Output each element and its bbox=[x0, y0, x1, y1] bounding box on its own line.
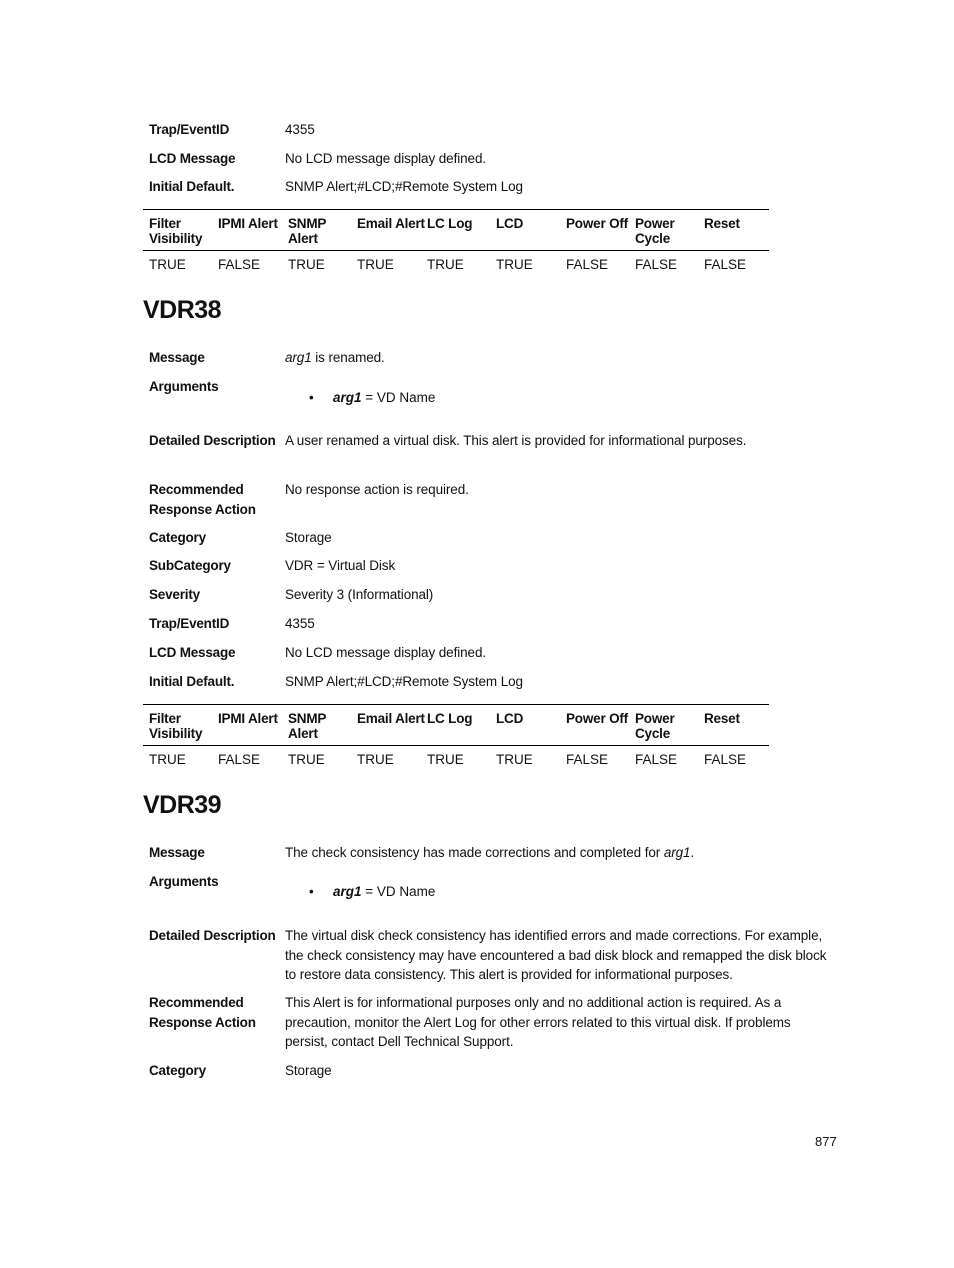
field-value: The virtual disk check consistency has identified errors and made corrections. For example, the check consistency may have encountered a bad disk block and remapped the disk block to restore data consistency. This alert is provided for informational purposes. bbox=[285, 928, 827, 982]
bullet-icon: • bbox=[309, 390, 314, 405]
field-label: SubCategory bbox=[149, 558, 231, 573]
table-cell: FALSE bbox=[635, 257, 678, 272]
field-label: Message bbox=[149, 350, 205, 365]
table-cell: TRUE bbox=[149, 257, 186, 272]
table-header-cell: SNMP Alert bbox=[288, 216, 326, 246]
table-cell: FALSE bbox=[635, 752, 678, 767]
argument-desc: = VD Name bbox=[361, 390, 436, 405]
table-row bbox=[143, 257, 769, 277]
table-header-cell: LC Log bbox=[427, 216, 473, 231]
table-header-cell: Email Alert bbox=[357, 216, 425, 231]
table-cell: TRUE bbox=[427, 752, 464, 767]
page-number: 877 bbox=[815, 1134, 837, 1149]
field-value: Storage bbox=[285, 1063, 332, 1078]
bullet-icon: • bbox=[309, 884, 314, 899]
table-cell: TRUE bbox=[357, 752, 394, 767]
table-cell: FALSE bbox=[566, 752, 609, 767]
table-header-cell: LCD bbox=[496, 711, 524, 726]
table-cell: TRUE bbox=[496, 752, 533, 767]
field-label: Trap/EventID bbox=[149, 616, 230, 631]
table-header-cell: IPMI Alert bbox=[218, 216, 278, 231]
field-label: Category bbox=[149, 1063, 206, 1078]
field-value: A user renamed a virtual disk. This alert is provided for informational purposes. bbox=[285, 433, 747, 448]
table-header-cell: SNMP Alert bbox=[288, 711, 326, 741]
table-cell: FALSE bbox=[566, 257, 609, 272]
field-label: Arguments bbox=[149, 379, 219, 394]
field-label: Recommended Response Action bbox=[149, 995, 256, 1030]
field-value: 4355 bbox=[285, 616, 315, 631]
message-text: The check consistency has made corrections and completed for bbox=[285, 845, 664, 860]
table-header-cell: Power Cycle bbox=[635, 216, 675, 246]
table-header-cell: Reset bbox=[704, 216, 740, 231]
table-cell: TRUE bbox=[357, 257, 394, 272]
field-value: No LCD message display defined. bbox=[285, 151, 487, 166]
table-header-row bbox=[143, 704, 769, 746]
table-header-cell: Reset bbox=[704, 711, 740, 726]
field-label: Message bbox=[149, 845, 205, 860]
argument-name: arg1 bbox=[285, 350, 312, 365]
field-value: Storage bbox=[285, 530, 332, 545]
table-header-cell: Filter Visibility bbox=[149, 711, 203, 741]
field-label: Detailed Description bbox=[149, 433, 276, 448]
table-header-cell: Filter Visibility bbox=[149, 216, 203, 246]
message-text: is renamed. bbox=[311, 350, 385, 365]
table-cell: TRUE bbox=[288, 752, 325, 767]
field-label: Initial Default. bbox=[149, 674, 235, 689]
table-cell: TRUE bbox=[288, 257, 325, 272]
table-header-cell: Power Cycle bbox=[635, 711, 675, 741]
argument-name: arg1 bbox=[333, 884, 362, 899]
field-label: Arguments bbox=[149, 874, 219, 889]
field-label: Detailed Description bbox=[149, 928, 276, 943]
table-header-cell: Power Off bbox=[566, 216, 628, 231]
field-label: Recommended Response Action bbox=[149, 482, 256, 517]
table-cell: TRUE bbox=[496, 257, 533, 272]
argument-desc: = VD Name bbox=[361, 884, 436, 899]
table-cell: FALSE bbox=[218, 257, 261, 272]
field-value bbox=[285, 843, 835, 863]
table-row bbox=[143, 752, 769, 772]
field-label: LCD Message bbox=[149, 645, 236, 660]
field-value: VDR = Virtual Disk bbox=[285, 558, 396, 573]
table-cell: FALSE bbox=[218, 752, 261, 767]
field-value: SNMP Alert;#LCD;#Remote System Log bbox=[285, 674, 523, 689]
table-header-cell: LCD bbox=[496, 216, 524, 231]
table-cell: TRUE bbox=[427, 257, 464, 272]
field-value: No response action is required. bbox=[285, 482, 469, 497]
field-value: This Alert is for informational purposes only and no additional action is required. As a precaution, monitor the Alert Log for other errors related to this virtual disk. If problems persist, contact Dell Technical Support. bbox=[285, 995, 791, 1049]
field-value: No LCD message display defined. bbox=[285, 645, 487, 660]
table-header-cell: Email Alert bbox=[357, 711, 425, 726]
field-value: 4355 bbox=[285, 122, 315, 137]
field-label: Category bbox=[149, 530, 206, 545]
argument-name: arg1 bbox=[663, 845, 691, 860]
field-label: Initial Default. bbox=[149, 179, 235, 194]
table-header-cell: Power Off bbox=[566, 711, 628, 726]
table-header-cell: IPMI Alert bbox=[218, 711, 278, 726]
table-cell: FALSE bbox=[704, 257, 747, 272]
field-value bbox=[285, 348, 835, 368]
table-cell: FALSE bbox=[704, 752, 747, 767]
table-header-row bbox=[143, 209, 769, 251]
field-label: LCD Message bbox=[149, 151, 236, 166]
field-value: Severity 3 (Informational) bbox=[285, 587, 434, 602]
field-value: SNMP Alert;#LCD;#Remote System Log bbox=[285, 179, 523, 194]
field-label: Severity bbox=[149, 587, 200, 602]
message-end: . bbox=[690, 845, 695, 860]
field-label: Trap/EventID bbox=[149, 122, 230, 137]
table-header-cell: LC Log bbox=[427, 711, 473, 726]
section-heading: VDR39 bbox=[143, 791, 222, 819]
argument-name: arg1 bbox=[333, 390, 362, 405]
table-cell: TRUE bbox=[149, 752, 186, 767]
section-heading: VDR38 bbox=[143, 296, 222, 324]
